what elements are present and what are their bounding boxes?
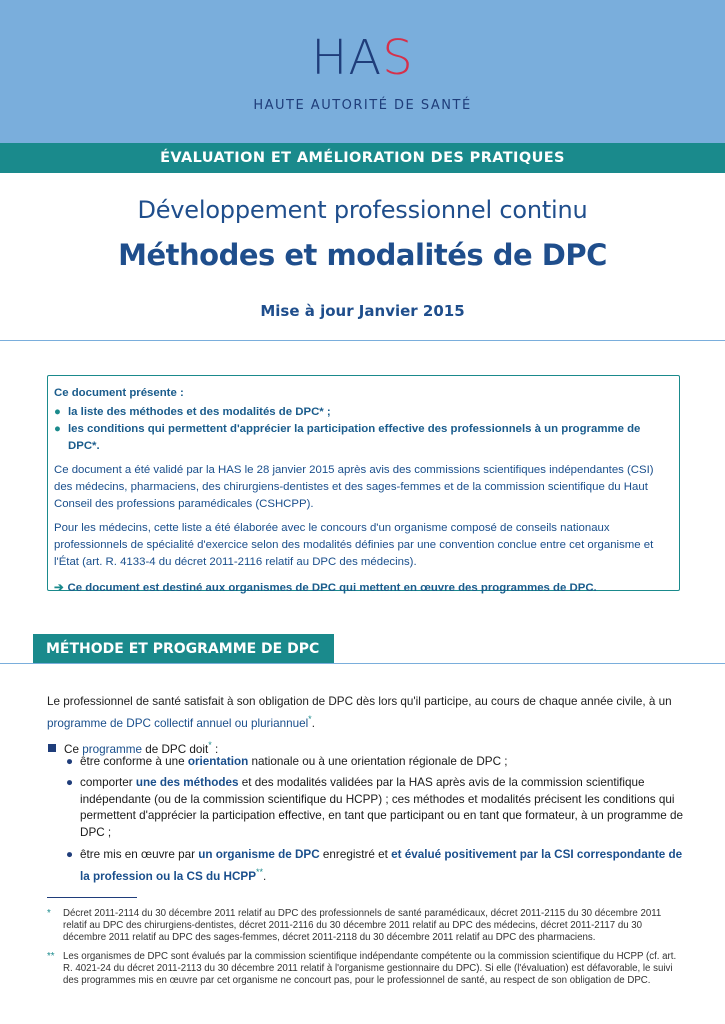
footnote-divider <box>47 897 137 898</box>
bullet-icon: ● <box>54 423 61 435</box>
footnote-text: Décret 2011-2114 du 30 décembre 2011 relatif au DPC des professionnels de santé paramédicaux, décret 2011-2115 du 30 décembre 2011 relatif au DPC des chirurgiens-dentistes, décret 2011-2116 du 30 décembre 2011 relatif au DPC des médecins, décret 2011-2117 du 30 décembre 2011 relatif au DPC des sages-femmes, décret 2011-2118 du 30 décembre 2011 relatif au DPC des pharmaciens. <box>63 908 662 944</box>
document-subtitle: Méthodes et modalités de DPC <box>118 238 607 272</box>
summary-paragraph: Pour les médecins, cette liste a été élaborée avec le concours d'un organisme composé de conseils nationaux professionnels de spécialité d'exercice selon des modalités définies par une convention conclue entre cet organisme et l'État (art. R. 4133-4 du décret 2011-2116 relatif au DPC des médecins). <box>54 522 654 568</box>
divider <box>0 340 725 341</box>
sub-item-text: être mis en œuvre par un organisme de DPC enregistré et et évalué positivement par la CSI correspondante de la profession ou la CS du HCPP**. <box>80 848 683 883</box>
sub-item-text: comporter une des méthodes et des modalités validées par la HAS après avis de la commission scientifique indépendante (ou de la commission scientifique du HCPP) ; ces méthodes et modalités précisent les conditions qui permettent d'apprécier la participation effective, en tant que participant ou en tant que formateur, à un programme de DPC ; <box>80 776 683 839</box>
sub-list-item <box>66 847 686 885</box>
footnote-ref: * <box>208 740 212 750</box>
section-heading: MÉTHODE ET PROGRAMME DE DPC <box>33 634 334 664</box>
summary-bullet-text: la liste des méthodes et des modalités de DPC* ; <box>68 406 331 418</box>
body-highlight: programme de DPC collectif annuel ou pluriannuel <box>47 716 309 730</box>
bullet-icon: ● <box>54 406 61 418</box>
summary-conclusion-text: Ce document est destiné aux organismes de DPC qui mettent en œuvre des programmes de DPC. <box>67 582 597 594</box>
body-paragraph: Le professionnel de santé satisfait à son obligation de DPC dès lors qu'il participe, au cours de chaque année civile, à un programme de DPC collectif annuel ou pluriannuel*. <box>47 695 672 730</box>
summary-conclusion <box>54 580 673 597</box>
item-text: : <box>211 742 219 756</box>
item-text: de DPC doit <box>145 742 209 756</box>
bullet-icon: ● <box>66 755 74 768</box>
update-date: Mise à jour Janvier 2015 <box>260 302 465 320</box>
summary-bullet-text: les conditions qui permettent d'apprécier la participation effective des professionnels à un programme de DPC*. <box>68 423 641 452</box>
section-divider <box>0 663 725 664</box>
footnote <box>47 951 687 988</box>
sub-list-item <box>66 775 686 841</box>
footnote-ref: * <box>308 713 312 724</box>
sub-item-text: être conforme à une orientation nationale ou à une orientation régionale de DPC ; <box>80 755 508 768</box>
footnote-mark: * <box>47 908 51 919</box>
logo-mark: HAS <box>311 30 414 86</box>
header-banner <box>0 0 725 143</box>
square-bullet-icon <box>48 744 56 752</box>
summary-box <box>47 375 680 594</box>
footnote-mark: ** <box>47 951 55 962</box>
logo-subtitle: HAUTE AUTORITÉ DE SANTÉ <box>253 98 472 113</box>
bullet-icon: ● <box>66 848 74 861</box>
summary-bullet <box>54 404 673 421</box>
summary-bullet <box>54 421 673 455</box>
has-logo <box>0 30 725 86</box>
item-text: Ce <box>64 742 79 756</box>
footnote-text: Les organismes de DPC sont évalués par la commission scientifique indépendante compétente ou la commission scientifique du HCPP (cf. art. R. 4021-24 du décret 2011-2113 du 30 décembre 2011 relatif à l'organisme gestionnaire du DPC). Si elle (l'évaluation) est défavorable, le suivi des programmes mis en œuvre par cet organisme ne concourt pas, pour le professionnel de santé, au respect de son obligation de DPC. <box>63 951 677 987</box>
body-text: Le professionnel de santé satisfait à son obligation de DPC dès lors qu'il participe, au cours de chaque année civile, à un <box>47 695 672 708</box>
bullet-icon: ● <box>66 776 74 789</box>
arrow-right-icon: ➔ <box>54 582 64 594</box>
item-highlight: programme <box>82 742 142 756</box>
category-band: ÉVALUATION ET AMÉLIORATION DES PRATIQUES <box>0 143 725 173</box>
summary-paragraph: Ce document a été validé par la HAS le 28 janvier 2015 après avis des commissions scientifiques indépendantes (CSI) des médecins, pharmaciens, des chirurgiens-dentistes et des sages-femmes et de la commission scientifique du Haut Conseil des professions paramédicales (CSHCPP). <box>54 464 654 510</box>
sub-list-item <box>66 754 686 771</box>
document-title: Développement professionnel continu <box>137 196 588 224</box>
summary-intro: Ce document présente : <box>54 387 184 399</box>
footnote <box>47 908 687 945</box>
